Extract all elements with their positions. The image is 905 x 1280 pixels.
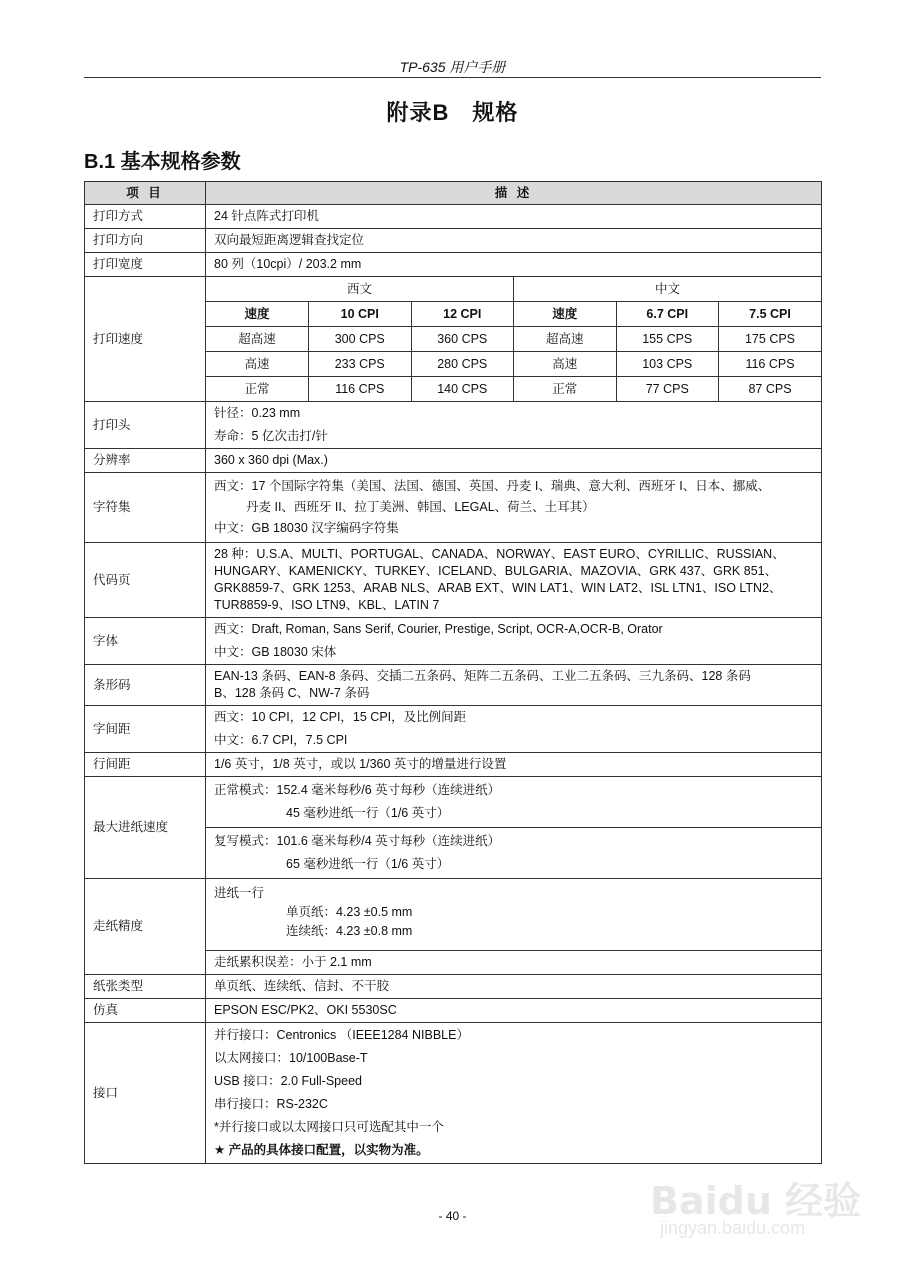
value-line: 28 种：U.S.A、MULTI、PORTUGAL、CANADA、NORWAY、EAST EURO、CYRILLIC、RUSSIAN、 [214,547,785,561]
table-row [85,618,822,665]
value-line: 进纸一行 [214,886,265,900]
header-divider [84,77,821,78]
speed-cell-value: 超高速 [206,327,309,352]
speed-cell-value: 高速 [206,352,309,377]
value-line: 中文：GB 18030 宋体 [214,645,337,659]
speed-cell-value: 77 CPS [616,377,719,402]
speed-cell-value: 175 CPS [719,327,822,352]
table-row [85,753,822,777]
row-value [206,777,822,879]
speed-cell-value: 超高速 [514,327,617,352]
row-label: 分辨率 [85,449,206,473]
table-row [85,665,822,706]
row-label: 打印速度 [85,277,206,402]
table-row [85,975,822,999]
value-line: 寿命：5 亿次击打/针 [214,429,328,443]
table-row [85,229,822,253]
row-value: EPSON ESC/PK2、OKI 5530SC [206,999,822,1023]
page-number: - 40 - [438,1209,467,1223]
col-header-item: 项 目 [85,182,206,205]
value-line: 45 毫秒进纸一行（1/6 英寸） [286,806,450,820]
speed-cell-value: 360 CPS [411,327,514,352]
value-line: 并行接口：Centronics （IEEE1284 NIBBLE） [214,1028,469,1042]
section-title: B.1 基本规格参数 [84,151,241,173]
value-line: 中文：6.7 CPI，7.5 CPI [214,733,348,747]
row-value: 360 x 360 dpi (Max.) [206,449,822,473]
speed-cell-value: 280 CPS [411,352,514,377]
speed-row [206,377,821,402]
page-title: 附录B 规格 [386,100,519,125]
row-label: 条形码 [85,665,206,706]
row-label: 代码页 [85,543,206,618]
table-row [85,543,822,618]
speed-cell-value: 正常 [514,377,617,402]
row-value [206,618,822,665]
speed-header-row [206,302,821,327]
table-row [85,999,822,1023]
value-line: 复写模式：101.6 毫米每秒/4 英寸每秒（连续进纸） [214,834,501,848]
speed-cell-value: 116 CPS [309,377,412,402]
row-value [206,1023,822,1164]
row-label: 字间距 [85,706,206,753]
speed-cell-value: 正常 [206,377,309,402]
table-row [85,449,822,473]
speed-cell-value: 103 CPS [616,352,719,377]
row-value [206,665,822,706]
speed-cell-value: 155 CPS [616,327,719,352]
row-label: 走纸精度 [85,879,206,975]
row-value: 80 列（10cpi）/ 203.2 mm [206,253,822,277]
table-row [85,402,822,449]
value-line: 单页纸：4.23 ±0.5 mm [286,905,413,919]
spec-table [84,181,822,1164]
row-value [206,402,822,449]
row-value [206,543,822,618]
row-value: 双向最短距离逻辑查找定位 [206,229,822,253]
row-label: 字符集 [85,473,206,543]
value-line: B、128 条码 C、NW-7 条码 [214,686,370,700]
table-header-row [85,182,822,205]
row-label: 打印方式 [85,205,206,229]
speed-table [206,277,821,401]
row-label: 仿真 [85,999,206,1023]
table-row [85,1023,822,1164]
row-value: 24 针点阵式打印机 [206,205,822,229]
table-row [85,205,822,229]
row-label: 打印方向 [85,229,206,253]
speed-row [206,352,821,377]
value-line: 走纸累积误差：小于 2.1 mm [214,955,372,969]
value-line: EAN-13 条码、EAN-8 条码、交插二五条码、矩阵二五条码、工业二五条码、三九条码、128 条码 [214,669,751,683]
value-line: 针径：0.23 mm [214,406,301,420]
row-label: 字体 [85,618,206,665]
speed-cell-value: 116 CPS [719,352,822,377]
value-line: 串行接口：RS-232C [214,1097,328,1111]
value-line: GRK8859-7、GRK 1253、ARAB NLS、ARAB EXT、WIN LAT1、WIN LAT2、ISL LTN1、ISO LTN2、 [214,581,782,595]
value-line: TUR8859-9、ISO LTN9、KBL、LATIN 7 [214,598,440,612]
table-row [85,473,822,543]
speed-cell [206,277,822,402]
value-line: 以太网接口：10/100Base-T [214,1051,368,1065]
chinese-header: 中文 [514,277,822,302]
speed-cell-value: 87 CPS [719,377,822,402]
row-value: 1/6 英寸，1/8 英寸，或以 1/360 英寸的增量进行设置 [206,753,822,777]
value-line: USB 接口：2.0 Full-Speed [214,1074,362,1088]
value-line: 65 毫秒进纸一行（1/6 英寸） [286,857,450,871]
speed-row [206,327,821,352]
speed-cell-value: 高速 [514,352,617,377]
value-line: 丹麦 II、西班牙 II、拉丁美洲、韩国、LEGAL、荷兰、土耳其） [246,500,595,514]
row-label: 打印头 [85,402,206,449]
watermark-url: jingyan.baidu.com [660,1218,806,1238]
table-row [85,277,822,402]
speed-col-header: 7.5 CPI [719,302,822,327]
value-line: 连续纸：4.23 ±0.8 mm [286,924,413,938]
row-value [206,879,822,975]
speed-col-header: 10 CPI [309,302,412,327]
speed-col-header: 速度 [206,302,309,327]
value-line: HUNGARY、KAMENICKY、TURKEY、ICELAND、BULGARIA、MAZOVIA、GRK 437、GRK 851、 [214,564,778,578]
value-line: 西文：10 CPI，12 CPI，15 CPI，及比例间距 [214,710,467,724]
row-label: 打印宽度 [85,253,206,277]
value-line: *并行接口或以太网接口只可选配其中一个 [214,1120,444,1134]
table-row [85,879,822,975]
value-line: 正常模式：152.4 毫米每秒/6 英寸每秒（连续进纸） [214,783,501,797]
table-row [85,253,822,277]
watermark-brand: Baidu 经验 [650,1179,862,1223]
row-label: 接口 [85,1023,206,1164]
speed-col-header: 12 CPI [411,302,514,327]
table-row [85,777,822,879]
row-value [206,706,822,753]
speed-cell-value: 300 CPS [309,327,412,352]
value-line: 中文：GB 18030 汉字编码字符集 [214,521,399,535]
row-label: 纸张类型 [85,975,206,999]
row-value: 单页纸、连续纸、信封、不干胶 [206,975,822,999]
value-line: 西文：17 个国际字符集（美国、法国、德国、英国、丹麦 I、瑞典、意大利、西班牙 I、日本、挪威、 [214,479,771,493]
speed-col-header: 速度 [514,302,617,327]
row-value [206,473,822,543]
col-header-desc: 描 述 [206,182,822,205]
western-header: 西文 [206,277,514,302]
speed-cell-value: 140 CPS [411,377,514,402]
watermark [640,1150,870,1240]
running-header: TP-635 用户手册 [399,59,506,75]
row-label: 行间距 [85,753,206,777]
row-label: 最大进纸速度 [85,777,206,879]
value-line: 西文：Draft, Roman, Sans Serif, Courier, Prestige, Script, OCR-A,OCR-B, Orator [214,622,663,636]
speed-col-header: 6.7 CPI [616,302,719,327]
value-line: ★ 产品的具体接口配置，以实物为准。 [214,1143,429,1157]
table-row [85,706,822,753]
speed-cell-value: 233 CPS [309,352,412,377]
